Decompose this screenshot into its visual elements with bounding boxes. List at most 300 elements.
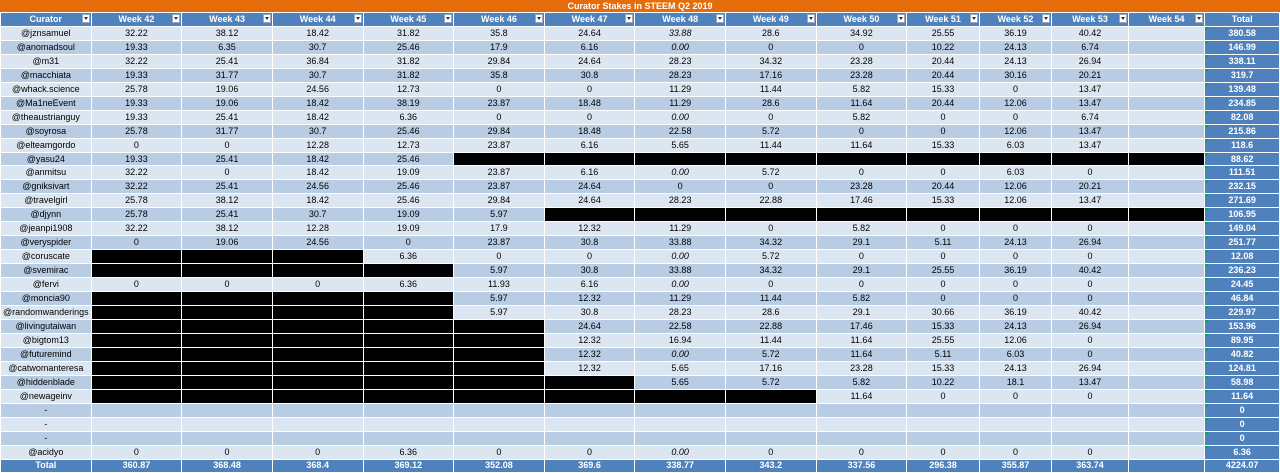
value-cell[interactable]: 18.1 [979,375,1052,389]
value-cell[interactable]: 19.06 [182,96,273,110]
column-total-cell[interactable] [1128,459,1205,473]
value-cell[interactable]: 18.42 [272,166,363,180]
column-total-cell[interactable]: 343.2 [726,459,817,473]
value-cell[interactable]: 13.47 [1052,124,1129,138]
curator-cell[interactable]: @hiddenblade [1,375,92,389]
value-cell[interactable]: 0 [907,222,980,236]
value-cell[interactable]: 29.1 [816,264,907,278]
value-cell[interactable]: 29.84 [454,194,545,208]
value-cell[interactable]: 0 [182,445,273,459]
value-cell[interactable]: 11.64 [816,96,907,110]
value-cell[interactable]: 23.87 [454,166,545,180]
value-cell[interactable] [1128,82,1205,96]
curator-cell[interactable]: @coruscate [1,250,92,264]
value-cell[interactable]: 38.12 [182,26,273,40]
value-cell[interactable]: 0 [454,250,545,264]
value-cell[interactable] [454,417,545,431]
value-cell[interactable]: 5.97 [454,292,545,306]
value-cell[interactable]: 31.77 [182,68,273,82]
value-cell[interactable]: 0 [726,40,817,54]
value-cell[interactable]: 13.47 [1052,82,1129,96]
value-cell[interactable]: 0 [1052,166,1129,180]
curator-cell[interactable]: @jeanpi1908 [1,222,92,236]
value-cell[interactable]: 25.41 [182,180,273,194]
value-cell[interactable]: 16.94 [635,333,726,347]
value-cell[interactable]: 24.64 [544,319,635,333]
blackout-cell[interactable] [182,333,273,347]
value-cell[interactable]: 36.19 [979,26,1052,40]
column-total-cell[interactable]: 296.38 [907,459,980,473]
blackout-cell[interactable] [907,152,980,166]
blackout-cell[interactable] [182,292,273,306]
value-cell[interactable] [544,431,635,445]
value-cell[interactable]: 0 [726,222,817,236]
value-cell[interactable]: 40.42 [1052,264,1129,278]
value-cell[interactable]: 34.92 [816,26,907,40]
value-cell[interactable]: 0 [907,389,980,403]
value-cell[interactable]: 18.42 [272,152,363,166]
value-cell[interactable]: 15.33 [907,138,980,152]
value-cell[interactable]: 32.22 [91,222,182,236]
value-cell[interactable]: 6.16 [544,40,635,54]
value-cell[interactable]: 24.13 [979,319,1052,333]
value-cell[interactable]: 0 [979,110,1052,124]
value-cell[interactable] [1052,417,1129,431]
blackout-cell[interactable] [816,152,907,166]
value-cell[interactable]: 32.22 [91,54,182,68]
row-total-cell[interactable] [1205,236,1280,250]
value-cell[interactable]: 23.87 [454,96,545,110]
blackout-cell[interactable] [272,292,363,306]
value-cell[interactable]: 0 [907,110,980,124]
value-cell[interactable]: 11.29 [635,292,726,306]
blackout-cell[interactable] [91,319,182,333]
value-cell[interactable]: 25.46 [363,152,454,166]
blackout-cell[interactable] [91,250,182,264]
value-cell[interactable] [635,431,726,445]
value-cell[interactable]: 5.72 [726,250,817,264]
value-cell[interactable] [979,431,1052,445]
value-cell[interactable]: 22.58 [635,319,726,333]
value-cell[interactable] [816,431,907,445]
value-cell[interactable]: 20.44 [907,180,980,194]
value-cell[interactable]: 5.82 [816,375,907,389]
value-cell[interactable]: 0 [544,110,635,124]
value-cell[interactable]: 0 [182,278,273,292]
value-cell[interactable] [1128,96,1205,110]
curator-cell[interactable]: @yasu24 [1,152,92,166]
value-cell[interactable]: 30.7 [272,40,363,54]
blackout-cell[interactable] [454,152,545,166]
value-cell[interactable]: 0.00 [635,445,726,459]
value-cell[interactable]: 0 [91,138,182,152]
blackout-cell[interactable] [726,208,817,222]
filter-dropdown-icon[interactable] [807,14,815,23]
blackout-cell[interactable] [182,347,273,361]
value-cell[interactable]: 30.8 [544,68,635,82]
value-cell[interactable]: 11.64 [816,138,907,152]
value-cell[interactable]: 34.32 [726,54,817,68]
column-total-cell[interactable]: 368.4 [272,459,363,473]
value-cell[interactable] [272,403,363,417]
value-cell[interactable] [1052,431,1129,445]
value-cell[interactable] [363,403,454,417]
blackout-cell[interactable] [91,375,182,389]
value-cell[interactable] [1128,319,1205,333]
value-cell[interactable]: 6.16 [544,138,635,152]
filter-dropdown-icon[interactable] [263,14,271,23]
value-cell[interactable]: 5.72 [726,166,817,180]
curator-cell[interactable]: @acidyo [1,445,92,459]
value-cell[interactable]: 29.1 [816,236,907,250]
value-cell[interactable]: 20.21 [1052,180,1129,194]
row-total-cell[interactable] [1205,361,1280,375]
row-total-cell[interactable] [1205,333,1280,347]
value-cell[interactable]: 0 [454,82,545,96]
value-cell[interactable]: 0 [182,138,273,152]
value-cell[interactable]: 25.78 [91,82,182,96]
blackout-cell[interactable] [544,375,635,389]
value-cell[interactable]: 19.33 [91,68,182,82]
blackout-cell[interactable] [272,347,363,361]
value-cell[interactable]: 36.84 [272,54,363,68]
curator-cell[interactable]: @anomadsoul [1,40,92,54]
value-cell[interactable]: 17.16 [726,68,817,82]
row-total-cell[interactable] [1205,389,1280,403]
value-cell[interactable]: 19.06 [182,236,273,250]
value-cell[interactable]: 24.56 [272,236,363,250]
blackout-cell[interactable] [635,389,726,403]
row-total-cell[interactable] [1205,40,1280,54]
value-cell[interactable]: 5.82 [816,110,907,124]
value-cell[interactable]: 19.33 [91,152,182,166]
value-cell[interactable]: 20.44 [907,54,980,68]
value-cell[interactable]: 11.44 [726,82,817,96]
value-cell[interactable]: 0 [816,166,907,180]
value-cell[interactable]: 11.44 [726,333,817,347]
value-cell[interactable]: 30.7 [272,68,363,82]
value-cell[interactable] [1128,389,1205,403]
curator-cell[interactable]: @futuremind [1,347,92,361]
blackout-cell[interactable] [1128,152,1205,166]
value-cell[interactable]: 19.09 [363,208,454,222]
curator-cell[interactable]: @fervi [1,278,92,292]
value-cell[interactable]: 32.22 [91,166,182,180]
value-cell[interactable]: 19.09 [363,166,454,180]
value-cell[interactable]: 0 [979,389,1052,403]
value-cell[interactable]: 24.56 [272,82,363,96]
value-cell[interactable]: 18.42 [272,26,363,40]
value-cell[interactable]: 0 [454,110,545,124]
value-cell[interactable]: 5.72 [726,124,817,138]
value-cell[interactable]: 0.00 [635,278,726,292]
blackout-cell[interactable] [454,347,545,361]
row-total-cell[interactable] [1205,278,1280,292]
value-cell[interactable]: 33.88 [635,26,726,40]
value-cell[interactable]: 18.48 [544,124,635,138]
value-cell[interactable]: 36.19 [979,306,1052,320]
value-cell[interactable] [363,417,454,431]
value-cell[interactable]: 0 [91,278,182,292]
value-cell[interactable] [1128,40,1205,54]
blackout-cell[interactable] [726,389,817,403]
value-cell[interactable]: 30.66 [907,306,980,320]
value-cell[interactable]: 20.21 [1052,68,1129,82]
value-cell[interactable]: 17.46 [816,319,907,333]
value-cell[interactable]: 30.7 [272,208,363,222]
blackout-cell[interactable] [1052,152,1129,166]
curator-cell[interactable]: @randomwanderings [1,306,92,320]
value-cell[interactable] [1128,222,1205,236]
value-cell[interactable]: 19.06 [182,82,273,96]
blackout-cell[interactable] [91,264,182,278]
value-cell[interactable] [1128,124,1205,138]
blackout-cell[interactable] [182,361,273,375]
value-cell[interactable]: 6.16 [544,278,635,292]
filter-dropdown-icon[interactable] [1195,14,1203,23]
value-cell[interactable]: 25.78 [91,208,182,222]
blackout-cell[interactable] [363,306,454,320]
value-cell[interactable] [454,403,545,417]
value-cell[interactable] [635,403,726,417]
value-cell[interactable] [544,403,635,417]
value-cell[interactable]: 32.22 [91,180,182,194]
value-cell[interactable]: 25.41 [182,54,273,68]
value-cell[interactable]: 25.41 [182,152,273,166]
value-cell[interactable]: 13.47 [1052,194,1129,208]
value-cell[interactable]: 5.11 [907,236,980,250]
row-total-cell[interactable] [1205,26,1280,40]
value-cell[interactable]: 26.94 [1052,319,1129,333]
value-cell[interactable]: 0 [979,222,1052,236]
value-cell[interactable]: 0 [979,82,1052,96]
value-cell[interactable] [1128,264,1205,278]
value-cell[interactable]: 36.19 [979,264,1052,278]
value-cell[interactable]: 15.33 [907,319,980,333]
value-cell[interactable] [1128,26,1205,40]
value-cell[interactable] [816,417,907,431]
value-cell[interactable]: 0 [544,250,635,264]
value-cell[interactable] [1128,54,1205,68]
value-cell[interactable]: 34.32 [726,236,817,250]
value-cell[interactable] [907,431,980,445]
filter-dropdown-icon[interactable] [716,14,724,23]
blackout-cell[interactable] [363,319,454,333]
value-cell[interactable]: 28.6 [726,306,817,320]
row-total-cell[interactable] [1205,96,1280,110]
value-cell[interactable]: 0 [1052,250,1129,264]
filter-dropdown-icon[interactable] [1042,14,1050,23]
row-total-cell[interactable] [1205,250,1280,264]
curator-cell[interactable]: @moncia90 [1,292,92,306]
filter-dropdown-icon[interactable] [897,14,905,23]
curator-cell[interactable]: - [1,417,92,431]
value-cell[interactable]: 0 [907,166,980,180]
value-cell[interactable]: 12.32 [544,333,635,347]
value-cell[interactable]: 25.41 [182,110,273,124]
column-total-cell[interactable]: 369.6 [544,459,635,473]
blackout-cell[interactable] [363,375,454,389]
value-cell[interactable]: 26.94 [1052,236,1129,250]
value-cell[interactable] [454,431,545,445]
blackout-cell[interactable] [91,389,182,403]
value-cell[interactable] [726,417,817,431]
filter-dropdown-icon[interactable] [354,14,362,23]
value-cell[interactable]: 24.64 [544,180,635,194]
filter-dropdown-icon[interactable] [1119,14,1127,23]
blackout-cell[interactable] [454,361,545,375]
row-total-cell[interactable] [1205,68,1280,82]
curator-cell[interactable]: @whack.science [1,82,92,96]
blackout-cell[interactable] [544,208,635,222]
value-cell[interactable] [544,417,635,431]
value-cell[interactable] [1128,361,1205,375]
value-cell[interactable]: 0 [1052,389,1129,403]
value-cell[interactable]: 5.72 [726,375,817,389]
value-cell[interactable]: 24.13 [979,361,1052,375]
value-cell[interactable] [1128,250,1205,264]
value-cell[interactable]: 0.00 [635,110,726,124]
blackout-cell[interactable] [979,208,1052,222]
row-total-cell[interactable] [1205,347,1280,361]
value-cell[interactable]: 24.64 [544,26,635,40]
blackout-cell[interactable] [454,333,545,347]
blackout-cell[interactable] [363,347,454,361]
value-cell[interactable]: 12.06 [979,194,1052,208]
curator-cell[interactable]: @newageinv [1,389,92,403]
value-cell[interactable]: 10.22 [907,375,980,389]
value-cell[interactable] [182,417,273,431]
blackout-cell[interactable] [91,347,182,361]
value-cell[interactable] [1128,445,1205,459]
value-cell[interactable]: 13.47 [1052,375,1129,389]
value-cell[interactable]: 6.36 [363,278,454,292]
blackout-cell[interactable] [635,208,726,222]
value-cell[interactable] [979,417,1052,431]
value-cell[interactable]: 0 [907,278,980,292]
grand-total-cell[interactable]: 4224.07 [1205,459,1280,473]
value-cell[interactable]: 6.74 [1052,40,1129,54]
value-cell[interactable]: 0 [816,124,907,138]
value-cell[interactable]: 11.29 [635,96,726,110]
value-cell[interactable]: 33.88 [635,236,726,250]
value-cell[interactable]: 5.65 [635,361,726,375]
filter-dropdown-icon[interactable] [82,14,90,23]
value-cell[interactable]: 6.03 [979,138,1052,152]
value-cell[interactable]: 15.33 [907,82,980,96]
value-cell[interactable]: 29.84 [454,124,545,138]
row-total-cell[interactable] [1205,124,1280,138]
value-cell[interactable]: 25.41 [182,208,273,222]
value-cell[interactable]: 0 [979,278,1052,292]
value-cell[interactable]: 12.73 [363,82,454,96]
filter-dropdown-icon[interactable] [172,14,180,23]
value-cell[interactable]: 0 [272,445,363,459]
curator-cell[interactable]: @anmitsu [1,166,92,180]
value-cell[interactable]: 20.44 [907,68,980,82]
value-cell[interactable]: 33.88 [635,264,726,278]
value-cell[interactable]: 22.88 [726,194,817,208]
value-cell[interactable]: 30.8 [544,236,635,250]
value-cell[interactable]: 0 [816,40,907,54]
value-cell[interactable]: 12.32 [544,222,635,236]
row-total-cell[interactable] [1205,306,1280,320]
value-cell[interactable]: 19.33 [91,110,182,124]
value-cell[interactable]: 0.00 [635,40,726,54]
value-cell[interactable] [816,403,907,417]
value-cell[interactable]: 0 [979,250,1052,264]
value-cell[interactable] [1128,166,1205,180]
value-cell[interactable]: 0 [907,250,980,264]
value-cell[interactable]: 38.19 [363,96,454,110]
value-cell[interactable]: 12.06 [979,180,1052,194]
curator-cell[interactable]: @soyrosa [1,124,92,138]
value-cell[interactable]: 25.55 [907,264,980,278]
value-cell[interactable]: 35.8 [454,26,545,40]
value-cell[interactable] [726,431,817,445]
column-total-cell[interactable]: 355.87 [979,459,1052,473]
value-cell[interactable]: 23.87 [454,236,545,250]
value-cell[interactable]: 0 [91,236,182,250]
value-cell[interactable]: 0.00 [635,250,726,264]
value-cell[interactable]: 25.78 [91,124,182,138]
value-cell[interactable]: 0 [726,278,817,292]
value-cell[interactable]: 31.82 [363,26,454,40]
value-cell[interactable]: 24.56 [272,180,363,194]
blackout-cell[interactable] [91,361,182,375]
value-cell[interactable]: 18.42 [272,110,363,124]
value-cell[interactable]: 18.42 [272,194,363,208]
value-cell[interactable] [1128,110,1205,124]
curator-cell[interactable]: @bigtom13 [1,333,92,347]
value-cell[interactable]: 26.94 [1052,361,1129,375]
value-cell[interactable]: 0 [816,278,907,292]
blackout-cell[interactable] [454,319,545,333]
row-total-cell[interactable] [1205,445,1280,459]
row-total-cell[interactable] [1205,417,1280,431]
value-cell[interactable] [726,403,817,417]
value-cell[interactable] [272,417,363,431]
value-cell[interactable]: 15.33 [907,194,980,208]
blackout-cell[interactable] [182,319,273,333]
value-cell[interactable]: 23.28 [816,361,907,375]
value-cell[interactable] [1128,333,1205,347]
value-cell[interactable]: 28.23 [635,306,726,320]
value-cell[interactable]: 13.47 [1052,96,1129,110]
value-cell[interactable]: 24.13 [979,54,1052,68]
curator-cell[interactable]: - [1,403,92,417]
value-cell[interactable] [1128,68,1205,82]
value-cell[interactable] [272,431,363,445]
value-cell[interactable]: 18.48 [544,96,635,110]
value-cell[interactable]: 0 [726,180,817,194]
column-total-cell[interactable]: 368.48 [182,459,273,473]
value-cell[interactable]: 23.87 [454,180,545,194]
value-cell[interactable] [635,417,726,431]
value-cell[interactable] [1128,180,1205,194]
value-cell[interactable]: 0 [1052,278,1129,292]
value-cell[interactable]: 25.46 [363,40,454,54]
value-cell[interactable]: 0 [907,124,980,138]
value-cell[interactable]: 5.97 [454,306,545,320]
value-cell[interactable] [1128,375,1205,389]
blackout-cell[interactable] [1128,208,1205,222]
value-cell[interactable]: 6.74 [1052,110,1129,124]
column-total-cell[interactable]: 360.87 [91,459,182,473]
curator-cell[interactable]: @jznsamuel [1,26,92,40]
row-total-cell[interactable] [1205,180,1280,194]
row-total-cell[interactable] [1205,82,1280,96]
